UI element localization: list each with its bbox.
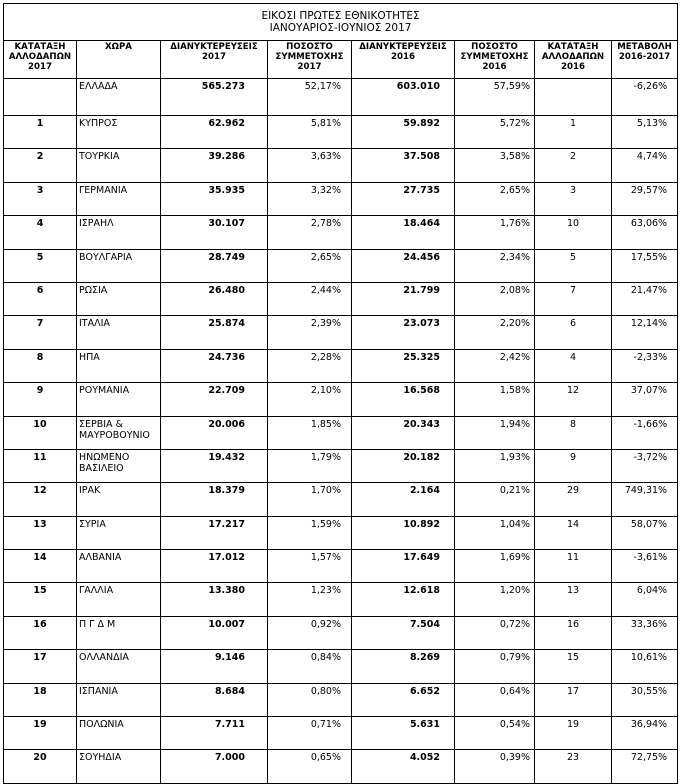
- country-cell: ΤΟΥΡΚΙΑ: [77, 149, 161, 182]
- share-2017-cell: 1,79%: [268, 449, 352, 482]
- country-cell: ΟΛΛΑΝΔΙΑ: [77, 650, 161, 683]
- rank-2017-cell: 4: [4, 216, 77, 249]
- header-stays-2017: ΔΙΑΝΥΚΤΕΡΕΥΣΕΙΣ 2017: [161, 41, 268, 79]
- stays-2016-cell: 12.618: [352, 583, 455, 616]
- share-2016-cell: 0,72%: [455, 616, 535, 649]
- country-cell: ΣΥΡΙΑ: [77, 516, 161, 549]
- table-row: [4, 683, 678, 716]
- title-line-2: ΙΑΝΟΥΑΡΙΟΣ-ΙΟΥΝΙΟΣ 2017: [269, 22, 412, 34]
- rank-2017-cell: 1: [4, 116, 77, 149]
- stays-2016-cell: 7.504: [352, 616, 455, 649]
- change-cell: 29,57%: [612, 182, 678, 215]
- stays-2016-cell: 603.010: [352, 79, 455, 116]
- share-2016-cell: 1,58%: [455, 383, 535, 416]
- share-2017-cell: 3,63%: [268, 149, 352, 182]
- header-share-2017: ΠΟΣΟΣΤΟ ΣΥΜΜΕΤΟΧΗΣ 2017: [268, 41, 352, 79]
- country-cell: ΑΛΒΑΝΙΑ: [77, 550, 161, 583]
- change-cell: 6,04%: [612, 583, 678, 616]
- country-cell: ΙΡΑΚ: [77, 483, 161, 516]
- stays-2016-cell: 2.164: [352, 483, 455, 516]
- table-row: [4, 616, 678, 649]
- share-2017-cell: 5,81%: [268, 116, 352, 149]
- share-2017-cell: 2,39%: [268, 316, 352, 349]
- stays-2017-cell: 19.432: [161, 449, 268, 482]
- rank-2017-cell: 16: [4, 616, 77, 649]
- table-title-row: [4, 4, 678, 41]
- rank-2016-cell: 19: [535, 717, 612, 750]
- rank-2016-cell: 3: [535, 182, 612, 215]
- share-2016-cell: 3,58%: [455, 149, 535, 182]
- table-body: [4, 79, 678, 784]
- share-2017-cell: 2,44%: [268, 282, 352, 315]
- table-row: [4, 316, 678, 349]
- stays-2017-cell: 7.000: [161, 750, 268, 783]
- share-2016-cell: 0,54%: [455, 717, 535, 750]
- rank-2016-cell: 16: [535, 616, 612, 649]
- rank-2016-cell: 5: [535, 249, 612, 282]
- rank-2017-cell: 9: [4, 383, 77, 416]
- table-row: [4, 79, 678, 116]
- change-cell: 21,47%: [612, 282, 678, 315]
- rank-2017-cell: 5: [4, 249, 77, 282]
- table-row: [4, 249, 678, 282]
- change-cell: 36,94%: [612, 717, 678, 750]
- share-2017-cell: 3,32%: [268, 182, 352, 215]
- change-cell: 72,75%: [612, 750, 678, 783]
- change-cell: -2,33%: [612, 349, 678, 382]
- share-2016-cell: 2,08%: [455, 282, 535, 315]
- table-row: [4, 750, 678, 783]
- table-row: [4, 483, 678, 516]
- rank-2016-cell: 9: [535, 449, 612, 482]
- stays-2017-cell: 20.006: [161, 416, 268, 449]
- rank-2017-cell: 11: [4, 449, 77, 482]
- share-2017-cell: 0,65%: [268, 750, 352, 783]
- rank-2016-cell: 15: [535, 650, 612, 683]
- table-row: [4, 383, 678, 416]
- share-2016-cell: 0,79%: [455, 650, 535, 683]
- stays-2016-cell: 37.508: [352, 149, 455, 182]
- country-cell: ΓΕΡΜΑΝΙΑ: [77, 182, 161, 215]
- stays-2017-cell: 39.286: [161, 149, 268, 182]
- rank-2016-cell: 7: [535, 282, 612, 315]
- share-2017-cell: 0,80%: [268, 683, 352, 716]
- column-header-row: [4, 41, 678, 79]
- change-cell: 63,06%: [612, 216, 678, 249]
- stays-2016-cell: 4.052: [352, 750, 455, 783]
- table-row: [4, 416, 678, 449]
- stays-2017-cell: 565.273: [161, 79, 268, 116]
- stays-2017-cell: 17.217: [161, 516, 268, 549]
- stays-2017-cell: 62.962: [161, 116, 268, 149]
- stays-2017-cell: 26.480: [161, 282, 268, 315]
- change-cell: 12,14%: [612, 316, 678, 349]
- stays-2017-cell: 30.107: [161, 216, 268, 249]
- rank-2017-cell: 8: [4, 349, 77, 382]
- share-2016-cell: 0,39%: [455, 750, 535, 783]
- share-2017-cell: 0,71%: [268, 717, 352, 750]
- share-2017-cell: 52,17%: [268, 79, 352, 116]
- stays-2017-cell: 9.146: [161, 650, 268, 683]
- rank-2017-cell: 20: [4, 750, 77, 783]
- header-country: ΧΩΡΑ: [77, 41, 161, 79]
- rank-2017-cell: 15: [4, 583, 77, 616]
- stays-2016-cell: 20.343: [352, 416, 455, 449]
- table-row: [4, 650, 678, 683]
- country-cell: Π Γ Δ Μ: [77, 616, 161, 649]
- share-2016-cell: 1,69%: [455, 550, 535, 583]
- header-change: ΜΕΤΑΒΟΛΗ 2016-2017: [612, 41, 678, 79]
- country-cell: ΕΛΛΑΔΑ: [77, 79, 161, 116]
- country-cell: ΙΣΡΑΗΛ: [77, 216, 161, 249]
- share-2016-cell: 2,65%: [455, 182, 535, 215]
- country-cell: ΡΩΣΙΑ: [77, 282, 161, 315]
- stays-2016-cell: 21.799: [352, 282, 455, 315]
- share-2016-cell: 0,21%: [455, 483, 535, 516]
- stays-2016-cell: 59.892: [352, 116, 455, 149]
- rank-2016-cell: 1: [535, 116, 612, 149]
- change-cell: 30,55%: [612, 683, 678, 716]
- stays-2017-cell: 13.380: [161, 583, 268, 616]
- stays-2017-cell: 25.874: [161, 316, 268, 349]
- table-row: [4, 149, 678, 182]
- change-cell: 5,13%: [612, 116, 678, 149]
- stays-2016-cell: 23.073: [352, 316, 455, 349]
- country-cell: ΠΟΛΩΝΙΑ: [77, 717, 161, 750]
- rank-2016-cell: 2: [535, 149, 612, 182]
- share-2017-cell: 2,65%: [268, 249, 352, 282]
- stays-2016-cell: 24.456: [352, 249, 455, 282]
- rank-2016-cell: 14: [535, 516, 612, 549]
- country-cell: ΒΟΥΛΓΑΡΙΑ: [77, 249, 161, 282]
- change-cell: 58,07%: [612, 516, 678, 549]
- rank-2017-cell: 12: [4, 483, 77, 516]
- share-2016-cell: 2,42%: [455, 349, 535, 382]
- stays-2017-cell: 35.935: [161, 182, 268, 215]
- rank-2017-cell: 17: [4, 650, 77, 683]
- share-2016-cell: 5,72%: [455, 116, 535, 149]
- share-2017-cell: 1,70%: [268, 483, 352, 516]
- rank-2016-cell: 23: [535, 750, 612, 783]
- stays-2016-cell: 25.325: [352, 349, 455, 382]
- change-cell: 17,55%: [612, 249, 678, 282]
- change-cell: -1,66%: [612, 416, 678, 449]
- table-row: [4, 717, 678, 750]
- country-cell: ΣΟΥΗΔΙΑ: [77, 750, 161, 783]
- rank-2017-cell: 2: [4, 149, 77, 182]
- share-2016-cell: 57,59%: [455, 79, 535, 116]
- stays-2016-cell: 27.735: [352, 182, 455, 215]
- rank-2017-cell: 3: [4, 182, 77, 215]
- table-row: [4, 583, 678, 616]
- country-cell: ΚΥΠΡΟΣ: [77, 116, 161, 149]
- rank-2016-cell: 29: [535, 483, 612, 516]
- country-cell: ΓΑΛΛΙΑ: [77, 583, 161, 616]
- share-2016-cell: 1,04%: [455, 516, 535, 549]
- country-cell: ΣΕΡΒΙΑ & ΜΑΥΡΟΒΟΥΝΙΟ: [77, 416, 161, 449]
- rank-2017-cell: 6: [4, 282, 77, 315]
- stays-2016-cell: 20.182: [352, 449, 455, 482]
- stays-2016-cell: 5.631: [352, 717, 455, 750]
- share-2017-cell: 1,23%: [268, 583, 352, 616]
- rank-2017-cell: [4, 79, 77, 116]
- share-2017-cell: 0,92%: [268, 616, 352, 649]
- table-title: [4, 4, 678, 41]
- stays-2016-cell: 18.464: [352, 216, 455, 249]
- stays-2017-cell: 28.749: [161, 249, 268, 282]
- country-cell: ΙΤΑΛΙΑ: [77, 316, 161, 349]
- rank-2017-cell: 7: [4, 316, 77, 349]
- nationalities-table: [3, 3, 678, 784]
- stays-2017-cell: 22.709: [161, 383, 268, 416]
- stays-2017-cell: 10.007: [161, 616, 268, 649]
- table-row: [4, 550, 678, 583]
- share-2016-cell: 2,20%: [455, 316, 535, 349]
- stays-2017-cell: 8.684: [161, 683, 268, 716]
- share-2016-cell: 1,20%: [455, 583, 535, 616]
- change-cell: 4,74%: [612, 149, 678, 182]
- rank-2016-cell: [535, 79, 612, 116]
- stays-2017-cell: 7.711: [161, 717, 268, 750]
- country-cell: ΡΟΥΜΑΝΙΑ: [77, 383, 161, 416]
- table-row: [4, 216, 678, 249]
- share-2017-cell: 2,10%: [268, 383, 352, 416]
- rank-2017-cell: 13: [4, 516, 77, 549]
- table-row: [4, 282, 678, 315]
- change-cell: 37,07%: [612, 383, 678, 416]
- country-cell: ΗΠΑ: [77, 349, 161, 382]
- table-row: [4, 182, 678, 215]
- stays-2016-cell: 16.568: [352, 383, 455, 416]
- stays-2017-cell: 18.379: [161, 483, 268, 516]
- stays-2016-cell: 10.892: [352, 516, 455, 549]
- header-share-2016: ΠΟΣΟΣΤΟ ΣΥΜΜΕΤΟΧΗΣ 2016: [455, 41, 535, 79]
- stays-2017-cell: 24.736: [161, 349, 268, 382]
- share-2017-cell: 2,78%: [268, 216, 352, 249]
- share-2017-cell: 2,28%: [268, 349, 352, 382]
- change-cell: -3,61%: [612, 550, 678, 583]
- stays-2016-cell: 8.269: [352, 650, 455, 683]
- table-row: [4, 349, 678, 382]
- header-stays-2016: ΔΙΑΝΥΚΤΕΡΕΥΣΕΙΣ 2016: [352, 41, 455, 79]
- change-cell: 10,61%: [612, 650, 678, 683]
- share-2017-cell: 1,57%: [268, 550, 352, 583]
- share-2017-cell: 1,59%: [268, 516, 352, 549]
- change-cell: 33,36%: [612, 616, 678, 649]
- change-cell: -3,72%: [612, 449, 678, 482]
- rank-2017-cell: 14: [4, 550, 77, 583]
- rank-2017-cell: 10: [4, 416, 77, 449]
- header-rank-2017: ΚΑΤΑΤΑΞΗ ΑΛΛΟΔΑΠΩΝ 2017: [4, 41, 77, 79]
- share-2016-cell: 1,93%: [455, 449, 535, 482]
- stays-2016-cell: 17.649: [352, 550, 455, 583]
- rank-2017-cell: 19: [4, 717, 77, 750]
- rank-2016-cell: 8: [535, 416, 612, 449]
- stays-2017-cell: 17.012: [161, 550, 268, 583]
- rank-2016-cell: 12: [535, 383, 612, 416]
- share-2016-cell: 2,34%: [455, 249, 535, 282]
- rank-2016-cell: 10: [535, 216, 612, 249]
- stays-2016-cell: 6.652: [352, 683, 455, 716]
- rank-2016-cell: 6: [535, 316, 612, 349]
- table-row: [4, 516, 678, 549]
- rank-2016-cell: 4: [535, 349, 612, 382]
- rank-2016-cell: 11: [535, 550, 612, 583]
- rank-2016-cell: 17: [535, 683, 612, 716]
- change-cell: -6,26%: [612, 79, 678, 116]
- table-row: [4, 116, 678, 149]
- change-cell: 749,31%: [612, 483, 678, 516]
- share-2016-cell: 1,94%: [455, 416, 535, 449]
- country-cell: ΙΣΠΑΝΙΑ: [77, 683, 161, 716]
- rank-2017-cell: 18: [4, 683, 77, 716]
- share-2017-cell: 1,85%: [268, 416, 352, 449]
- share-2016-cell: 1,76%: [455, 216, 535, 249]
- share-2016-cell: 0,64%: [455, 683, 535, 716]
- table-row: [4, 449, 678, 482]
- header-rank-2016: ΚΑΤΑΤΑΞΗ ΑΛΛΟΔΑΠΩΝ 2016: [535, 41, 612, 79]
- share-2017-cell: 0,84%: [268, 650, 352, 683]
- title-line-1: ΕΙΚΟΣΙ ΠΡΩΤΕΣ ΕΘΝΙΚΟΤΗΤΕΣ: [261, 10, 420, 22]
- country-cell: ΗΝΩΜΕΝΟ ΒΑΣΙΛΕΙΟ: [77, 449, 161, 482]
- rank-2016-cell: 13: [535, 583, 612, 616]
